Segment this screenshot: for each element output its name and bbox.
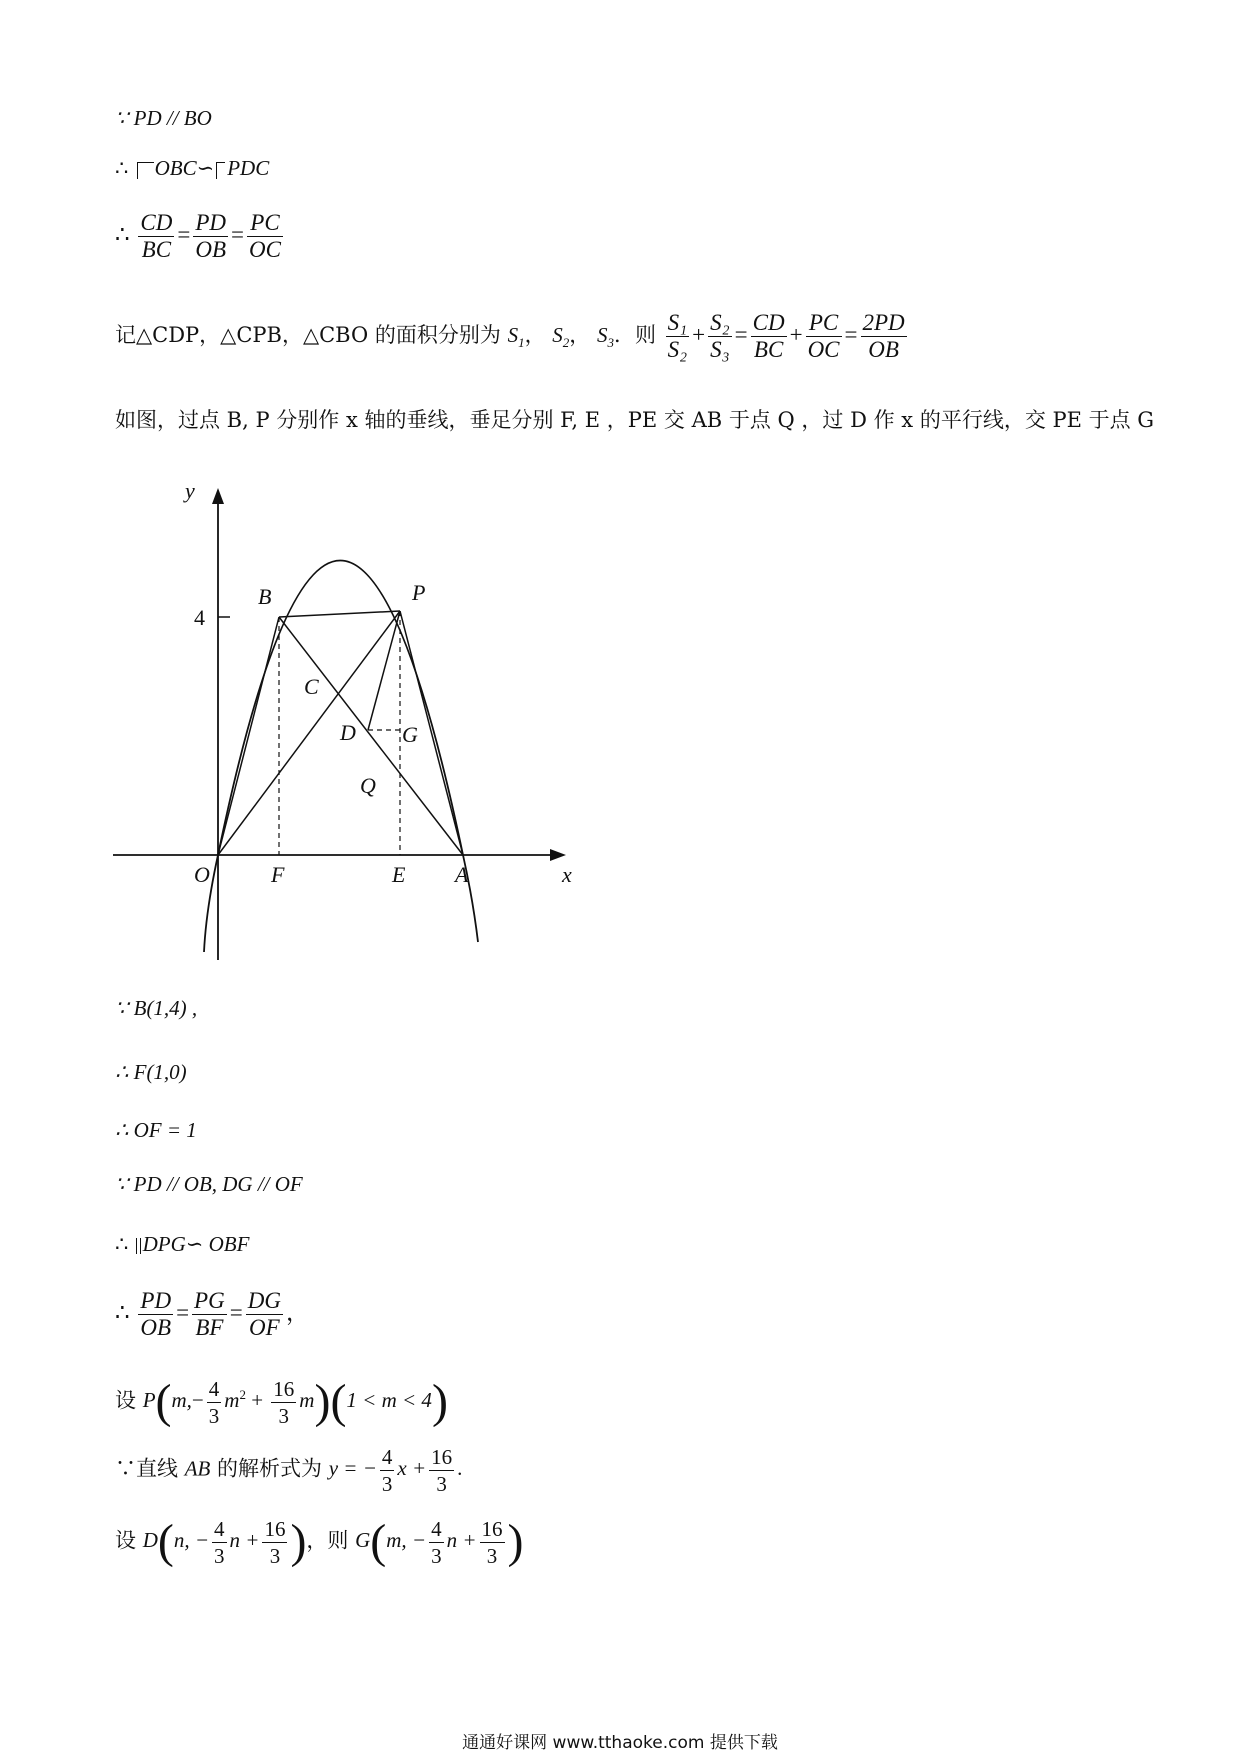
line-7: ∴ F(1,0) (115, 1060, 187, 1084)
line-4: 记△CDP，△CPB，△CBO 的面积分别为 $S_1$， $S_2$， $S_3$．则 $\frac{\text{S₁}}{\text{S₂}}$ + $\frac{\text{S₂}}{\text{S₃}}$ = $\frac{CD}{BC}$ + $\frac{PC}{OC}$ = $\frac{2PD}{OB}$ (115, 310, 905, 362)
line-6: ∵ B(1,4) , (115, 996, 198, 1020)
fraction: $\frac{4}{3}$ (214, 1517, 225, 1568)
fraction: $\frac{2PD}{OB}$ (862, 310, 905, 362)
label-F: F (271, 862, 285, 887)
fraction: $\frac{DG}{OF}$ (247, 1288, 281, 1340)
line-13: ∵直线 AB 的解析式为 y = − $\frac{4}{3}$ x + $\frac{16}{3}$ . (115, 1445, 463, 1496)
triangle-glyph (136, 1238, 141, 1254)
therefore-symbol: ∴ (115, 1299, 130, 1325)
line-9: ∵ PD // OB, DG // OF (115, 1172, 303, 1196)
line-5: 如图，过点 B, P 分别作 x 轴的垂线，垂足分别 F, E ，PE 交 AB 于点 Q ，过 D 作 x 的平行线，交 PE 于点 G (115, 408, 1155, 432)
fraction: $\frac{PD}{OB}$ (195, 210, 226, 262)
line-10-tail: OBF (208, 1232, 250, 1256)
line-14: 设 D(n, − $\frac{4}{3}$ n + $\frac{16}{3}$ )，则 G(m, − $\frac{4}{3}$ n + $\frac{16}{3}$ ) (115, 1515, 524, 1569)
label-y: y (185, 480, 195, 503)
x-axis-arrow (550, 849, 566, 861)
fraction: $\frac{CD}{BC}$ (752, 310, 785, 362)
y-axis-arrow (212, 488, 224, 504)
fraction: $\frac{4}{3}$ (431, 1517, 442, 1568)
label-P: P (412, 580, 426, 605)
label-C: C (304, 674, 319, 699)
fraction: $\frac{16}{3}$ (273, 1377, 295, 1428)
label-4: 4 (194, 605, 205, 630)
therefore-symbol: ∴ (115, 221, 130, 247)
segment-BP (279, 611, 400, 617)
therefore-symbol: ∴ (115, 156, 129, 180)
line-1: ∵ PD // BO (115, 106, 212, 130)
fraction: $\frac{PD}{OB}$ (140, 1288, 172, 1340)
fraction: $\frac{16}{3}$ (264, 1517, 286, 1568)
fraction: $\frac{16}{3}$ (481, 1517, 503, 1568)
segment-OB (218, 617, 279, 855)
triangle-glyph (216, 162, 225, 179)
line-8: ∴ OF = 1 (115, 1118, 197, 1142)
triangle-glyph (137, 162, 154, 179)
therefore-symbol: ∴ (115, 1232, 129, 1256)
line-2 (115, 154, 269, 182)
fraction: $\frac{4}{3}$ (208, 1377, 220, 1428)
label-G: G (402, 722, 418, 747)
line-2-tail: PDC (227, 156, 270, 180)
fraction: $\frac{4}{3}$ (381, 1445, 393, 1496)
segment-PD (368, 611, 400, 730)
fraction: $\frac{16}{3}$ (431, 1445, 453, 1496)
line-12: 设 P(m,− $\frac{4}{3}$ $m^2$ + $\frac{16}{3}$ m)(1 < m < 4) (115, 1375, 448, 1429)
fraction: $\frac{\text{S₂}}{\text{S₃}}$ (710, 310, 730, 362)
parabola-figure (108, 480, 578, 960)
fraction: $\frac{PG}{BF}$ (194, 1288, 225, 1340)
label-x: x (562, 862, 572, 887)
line-11: ∴ $\frac{PD}{OB}$ = $\frac{PG}{BF}$ = $\frac{DG}{OF}$ ， (115, 1288, 309, 1340)
line-4-intro: 记△CDP，△CPB，△CBO 的面积分别为 (115, 322, 501, 347)
footer-credit: 通通好课网 www.tthaoke.com 提供下载 (462, 1733, 778, 1753)
label-A: A (455, 862, 469, 887)
label-Q: Q (360, 773, 376, 798)
fraction: $\frac{PC}{OC}$ (248, 210, 281, 262)
fraction: $\frac{CD}{BC}$ (140, 210, 173, 262)
line-2-text: OBC∽ (154, 156, 215, 180)
label-E: E (392, 862, 406, 887)
line-10-text: DPG∽ (142, 1232, 204, 1256)
label-D: D (340, 720, 356, 745)
fraction: $\frac{PC}{OC}$ (807, 310, 840, 362)
label-B: B (258, 584, 272, 609)
line-3: ∴ $\frac{CD}{BC}$ = $\frac{PD}{OB}$ = $\frac{PC}{OC}$ (115, 210, 281, 262)
label-O: O (194, 862, 210, 887)
fraction: $\frac{\text{S₁}}{\text{S₂}}$ (667, 310, 688, 362)
segment-OP (218, 611, 400, 855)
line-10 (115, 1230, 249, 1258)
